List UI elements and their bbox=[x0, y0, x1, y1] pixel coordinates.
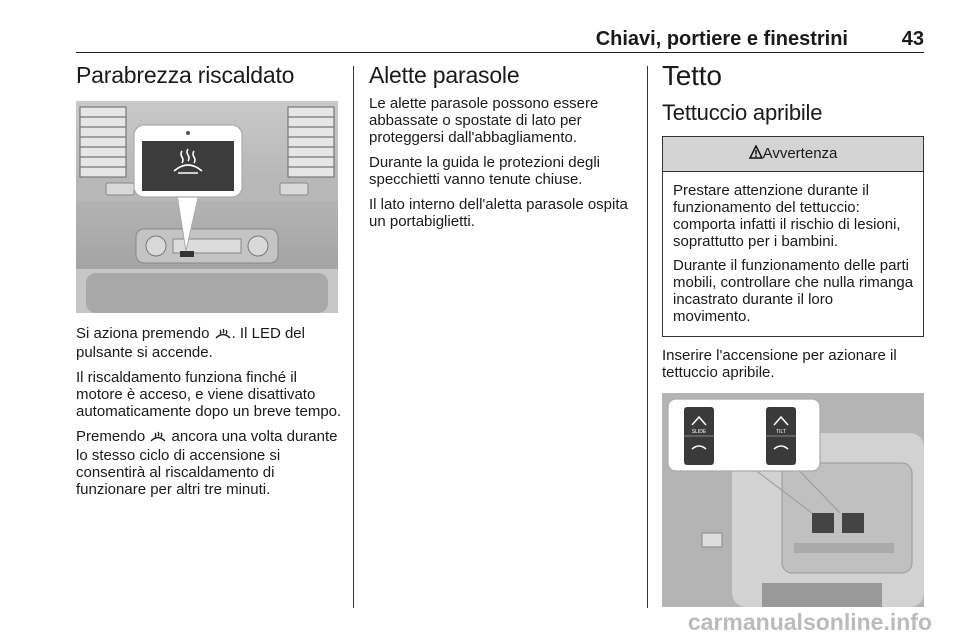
warning-body bbox=[663, 172, 923, 336]
column-middle bbox=[369, 62, 631, 238]
paragraph-activation bbox=[76, 325, 342, 361]
paragraph-repeat bbox=[76, 428, 342, 498]
paragraph-visors-2: Durante la guida le protezioni degli specchietti vanno tenute chiuse. bbox=[369, 154, 600, 188]
figure-heated-windscreen bbox=[76, 101, 338, 313]
watermark: carmanualsonline.info bbox=[687, 609, 932, 635]
repeat-text-2: ancora una volta durante lo stesso ciclo di accensione si consentirà al riscaldamento di funzionare per altri tre minuti. bbox=[76, 428, 338, 498]
repeat-text-1: Premendo bbox=[76, 428, 150, 445]
windscreen-heat-icon bbox=[149, 429, 167, 447]
paragraph-visors-1: Le alette parasole possono essere abbassate o spostate di lato per proteggersi dall'abbagliamento. bbox=[369, 95, 599, 146]
roof-console-illustration bbox=[662, 393, 924, 607]
heading-roof: Tetto bbox=[662, 60, 722, 91]
section-title: Chiavi, portiere e finestrini bbox=[595, 28, 848, 50]
warning-triangle-icon bbox=[749, 145, 763, 162]
column-divider-2 bbox=[647, 66, 648, 608]
windscreen-heat-icon bbox=[214, 326, 232, 344]
paragraph-visors-3: Il lato interno dell'aletta parasole ospita un portabiglietti. bbox=[369, 196, 628, 230]
activation-text-1: Si aziona premendo bbox=[76, 325, 214, 342]
page-number: 43 bbox=[901, 28, 924, 50]
tilt-button-label: TILT bbox=[776, 429, 786, 435]
heading-heated-windscreen: Parabrezza riscaldato bbox=[76, 62, 295, 88]
heading-sunroof: Tettuccio apribile bbox=[662, 100, 823, 125]
heading-sun-visors: Alette parasole bbox=[369, 62, 520, 88]
page-header bbox=[76, 28, 924, 53]
column-divider-1 bbox=[353, 66, 354, 608]
warning-box bbox=[662, 136, 924, 337]
activation-text-2: . Il LED del pulsante si accende. bbox=[76, 325, 305, 361]
dashboard-illustration bbox=[76, 101, 338, 313]
warning-title: Avvertenza bbox=[762, 145, 838, 162]
slide-button-label: SLIDE bbox=[691, 429, 707, 435]
paragraph-auto-off: Il riscaldamento funziona finché il motore è acceso, e viene disattivato automaticamente dopo un breve tempo. bbox=[76, 369, 342, 420]
column-left bbox=[76, 62, 342, 506]
paragraph-ignition: Inserire l'accensione per azionare il tettuccio apribile. bbox=[662, 347, 897, 381]
warning-paragraph-1: Prestare attenzione durante il funzionamento del tettuccio: comporta infatti il rischio di lesioni, soprattutto per i bambini. bbox=[673, 182, 901, 250]
column-right bbox=[662, 60, 924, 607]
warning-header bbox=[663, 137, 923, 172]
warning-paragraph-2: Durante il funzionamento delle parti mobili, controllare che nulla rimanga incastrato durante il loro movimento. bbox=[673, 257, 914, 325]
figure-sunroof-controls bbox=[662, 393, 924, 607]
